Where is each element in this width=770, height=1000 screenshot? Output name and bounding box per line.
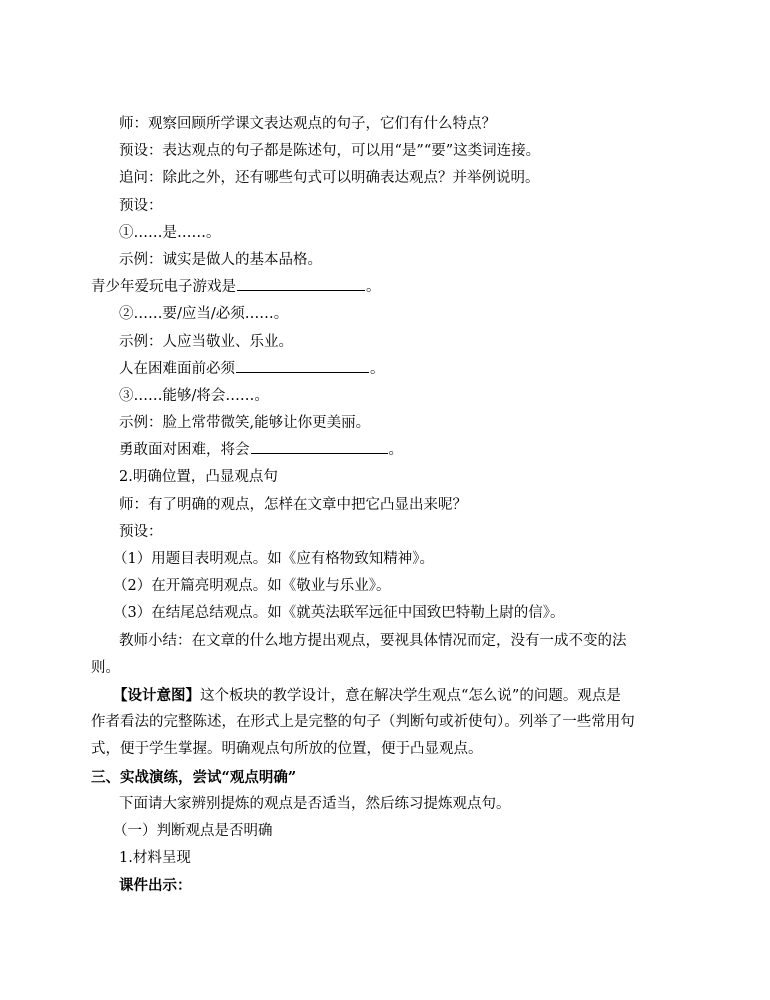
- text-line: 则。: [91, 659, 120, 676]
- preset-answer-line: [0, 138, 770, 165]
- text-line: ③……能够/将会……。: [119, 387, 269, 404]
- text-line: （一）判断观点是否明确: [113, 822, 273, 839]
- text-line: 预设：: [119, 523, 163, 540]
- text-line: 课件出示：: [119, 877, 192, 895]
- text-line: 师：观察回顾所学课文表达观点的句子，它们有什么特点？: [119, 116, 496, 132]
- text-line: 1.材料呈现: [119, 850, 191, 867]
- text-line: 预设：: [119, 197, 163, 214]
- method-2-line: [0, 573, 770, 600]
- text-line: 示例：脸上常带微笑,能够让你更美丽。: [119, 415, 371, 432]
- text-line: 教师小结：在文章的什么地方提出观点，要视具体情况而定，没有一成不变的法: [119, 632, 627, 649]
- example-1-line: [0, 247, 770, 274]
- fill-in-3-line: [0, 437, 770, 464]
- fill-in-1-line: [0, 274, 770, 301]
- text-before-blank: 青少年爱玩电子游戏是: [91, 279, 236, 296]
- text-line: ②……要/应当/必须……。: [119, 306, 289, 323]
- courseware-label: [0, 872, 770, 899]
- pattern-3-line: [0, 383, 770, 410]
- text-line: ①……是……。: [119, 224, 221, 241]
- fill-in-blank: [251, 437, 388, 454]
- teacher-question-line: [0, 492, 770, 519]
- example-2-line: [0, 329, 770, 356]
- follow-up-question-line: [0, 165, 770, 192]
- design-intent-continuation: [0, 736, 770, 763]
- preset-label-line: [0, 519, 770, 546]
- text-line: 这个板块的教学设计，意在解决学生观点“怎么说”的问题。观点是: [200, 687, 621, 704]
- text-line: 三、实战演练，尝试“观点明确”: [91, 768, 297, 786]
- section-heading-3: [0, 764, 770, 791]
- fill-in-blank: [236, 356, 369, 373]
- fill-in-2-line: [0, 356, 770, 383]
- teacher-summary-line: [0, 628, 770, 655]
- text-after-blank: 。: [370, 360, 385, 377]
- design-intent-continuation: [0, 709, 770, 736]
- design-intent-line: [0, 682, 770, 709]
- text-line: 2.明确位置，凸显观点句: [119, 469, 278, 486]
- text-line: （2）在开篇亮明观点。如《敬业与乐业》。: [113, 578, 391, 595]
- design-intent-label: 【设计意图】: [113, 686, 200, 704]
- pattern-2-line: [0, 301, 770, 328]
- text-line: （3）在结尾总结观点。如《就英法联军远征中国致巴特勒上尉的信》。: [113, 605, 565, 622]
- text-before-blank: 人在困难面前必须: [119, 360, 235, 377]
- text-line: 式，便于学生掌握。明确观点句所放的位置，便于凸显观点。: [91, 741, 483, 758]
- text-line: 示例：人应当敬业、乐业。: [119, 333, 293, 350]
- teacher-summary-continuation: [0, 655, 770, 682]
- teacher-question-line: [0, 111, 770, 138]
- text-after-blank: 。: [388, 442, 403, 459]
- material-heading: [0, 845, 770, 872]
- text-before-blank: 勇敢面对困难，将会: [119, 442, 250, 459]
- subsection-heading: [0, 818, 770, 845]
- preset-label-line: [0, 193, 770, 220]
- method-3-line: [0, 600, 770, 627]
- method-1-line: [0, 546, 770, 573]
- text-line: 示例：诚实是做人的基本品格。: [119, 251, 322, 268]
- instruction-line: [0, 791, 770, 818]
- text-line: 追问：除此之外，还有哪些句式可以明确表达观点？并举例说明。: [119, 170, 540, 187]
- text-line: 作者看法的完整陈述，在形式上是完整的句子（判断句或祈使句）。列举了一些常用句: [91, 714, 635, 731]
- text-after-blank: 。: [366, 279, 381, 296]
- text-line: 下面请大家辨别提炼的观点是否适当，然后练习提炼观点句。: [119, 795, 511, 812]
- text-line: 预设：表达观点的句子都是陈述句，可以用“是”“要”这类词连接。: [119, 143, 541, 160]
- example-3-line: [0, 410, 770, 437]
- pattern-1-line: [0, 220, 770, 247]
- document-body: [0, 111, 770, 899]
- section-heading-2: [0, 464, 770, 491]
- text-line: 师：有了明确的观点，怎样在文章中把它凸显出来呢？: [119, 496, 467, 513]
- fill-in-blank: [237, 274, 365, 291]
- text-line: （1）用题目表明观点。如《应有格物致知精神》。: [113, 551, 434, 567]
